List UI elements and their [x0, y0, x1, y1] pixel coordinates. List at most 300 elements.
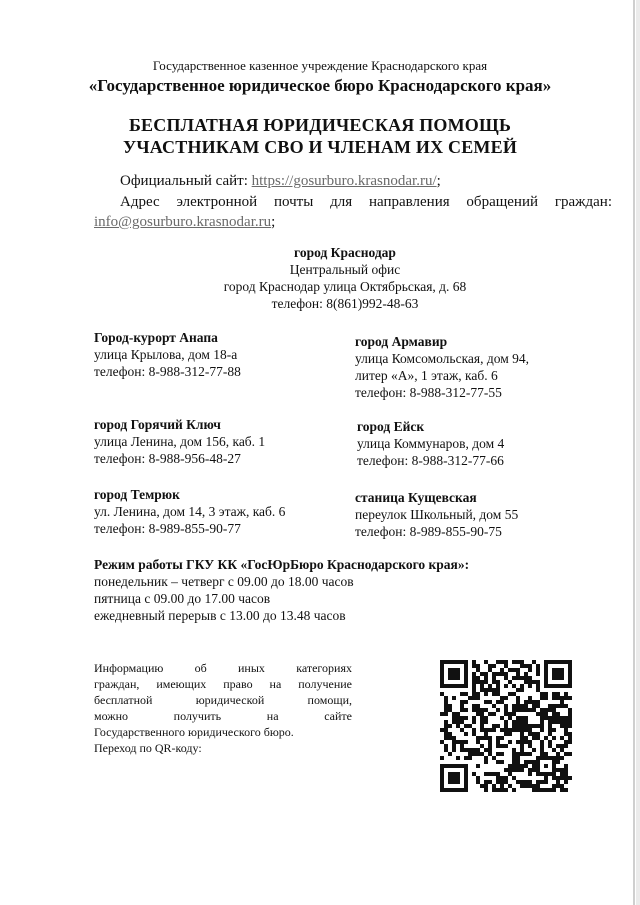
qr-module	[496, 700, 500, 704]
qr-module	[472, 728, 476, 732]
qr-module	[564, 764, 568, 768]
qr-module	[472, 708, 476, 712]
qr-module	[536, 768, 540, 772]
qr-module	[532, 660, 536, 664]
qr-module	[456, 740, 460, 744]
qr-module	[448, 752, 452, 756]
qr-module	[548, 660, 552, 664]
qr-module	[544, 780, 548, 784]
qr-module	[448, 780, 452, 784]
email-link[interactable]: info@gosurburo.krasnodar.ru	[94, 214, 272, 230]
qr-module	[440, 676, 444, 680]
qr-module	[464, 708, 468, 712]
qr-module	[492, 672, 496, 676]
qr-module	[544, 712, 548, 716]
qr-module	[500, 668, 504, 672]
qr-module	[536, 704, 540, 708]
qr-module	[488, 684, 492, 688]
qr-module	[520, 736, 524, 740]
qr-module	[552, 712, 556, 716]
qr-module	[504, 724, 508, 728]
qr-module	[528, 680, 532, 684]
qr-module	[496, 776, 500, 780]
qr-module	[568, 776, 572, 780]
qr-module	[504, 684, 508, 688]
qr-module	[560, 768, 564, 772]
qr-module	[508, 712, 512, 716]
qr-module	[552, 764, 556, 768]
qr-module	[552, 720, 556, 724]
qr-module	[552, 784, 556, 788]
office-city: город Армавир	[355, 334, 448, 349]
qr-module	[476, 776, 480, 780]
qr-module	[508, 668, 512, 672]
qr-module	[528, 664, 532, 668]
qr-module	[516, 688, 520, 692]
qr-module	[540, 748, 544, 752]
qr-module	[556, 776, 560, 780]
qr-module	[472, 752, 476, 756]
qr-module	[560, 724, 564, 728]
central-office-address: город Краснодар улица Октябрьская, д. 68	[223, 279, 467, 294]
qr-module	[544, 764, 548, 768]
qr-module	[512, 748, 516, 752]
qr-module	[456, 672, 460, 676]
qr-module	[548, 716, 552, 720]
qr-module	[552, 716, 556, 720]
working-hours-line: ежедневный перерыв с 13.00 до 13.48 часов	[94, 608, 346, 623]
qr-module	[468, 752, 472, 756]
qr-module	[520, 724, 524, 728]
office-phone: телефон: 8-988-956-48-27	[94, 451, 241, 466]
qr-module	[500, 776, 504, 780]
qr-module	[544, 676, 548, 680]
qr-module	[444, 736, 448, 740]
qr-module	[444, 732, 448, 736]
qr-module	[536, 672, 540, 676]
qr-module	[560, 756, 564, 760]
qr-module	[528, 700, 532, 704]
qr-module	[496, 736, 500, 740]
qr-module	[480, 728, 484, 732]
qr-module	[440, 776, 444, 780]
qr-module	[440, 784, 444, 788]
qr-module	[556, 704, 560, 708]
central-office-label: Центральный офис	[289, 262, 401, 277]
qr-module	[524, 676, 528, 680]
qr-module	[552, 660, 556, 664]
website-link[interactable]: https://gosurburo.krasnodar.ru/	[251, 173, 437, 189]
qr-module	[548, 740, 552, 744]
qr-module	[556, 672, 560, 676]
qr-module	[556, 668, 560, 672]
qr-module	[472, 664, 476, 668]
qr-module	[460, 660, 464, 664]
qr-module	[464, 776, 468, 780]
qr-module	[544, 668, 548, 672]
qr-module	[444, 720, 448, 724]
qr-module	[528, 724, 532, 728]
qr-module	[480, 708, 484, 712]
qr-module	[476, 712, 480, 716]
qr-module	[568, 752, 572, 756]
office-city: город Горячий Ключ	[94, 417, 221, 432]
qr-module	[484, 688, 488, 692]
office-address: переулок Школьный, дом 55	[355, 507, 519, 522]
qr-module	[508, 772, 512, 776]
info-line: Переход по QR-коду:	[94, 741, 202, 755]
qr-module	[492, 676, 496, 680]
qr-module	[452, 788, 456, 792]
institution-line: Государственное казенное учреждение Краснодарского края	[152, 58, 488, 73]
qr-module	[528, 780, 532, 784]
info-paragraph	[94, 660, 352, 756]
qr-module	[496, 684, 500, 688]
qr-module	[568, 712, 572, 716]
qr-module	[452, 684, 456, 688]
working-hours-line: пятница с 09.00 до 17.00 часов	[94, 591, 271, 606]
qr-module	[552, 708, 556, 712]
qr-module	[456, 780, 460, 784]
qr-module	[496, 692, 500, 696]
qr-module	[460, 788, 464, 792]
qr-module	[516, 700, 520, 704]
qr-module	[488, 748, 492, 752]
qr-module	[492, 724, 496, 728]
qr-module	[536, 712, 540, 716]
qr-module	[504, 696, 508, 700]
qr-module	[512, 776, 516, 780]
qr-module	[532, 748, 536, 752]
qr-module	[516, 720, 520, 724]
qr-module	[472, 688, 476, 692]
qr-module	[512, 708, 516, 712]
qr-module	[484, 788, 488, 792]
qr-module	[488, 688, 492, 692]
qr-module	[556, 684, 560, 688]
qr-module	[564, 696, 568, 700]
qr-module	[520, 752, 524, 756]
qr-module	[504, 672, 508, 676]
qr-module	[488, 664, 492, 668]
working-hours	[94, 556, 469, 624]
qr-module	[552, 736, 556, 740]
qr-module	[496, 688, 500, 692]
qr-module	[548, 744, 552, 748]
qr-module	[480, 712, 484, 716]
qr-module	[480, 684, 484, 688]
qr-module	[512, 692, 516, 696]
office-phone: телефон: 8-988-312-77-88	[94, 364, 241, 379]
qr-module	[484, 784, 488, 788]
qr-module	[448, 732, 452, 736]
qr-module	[492, 788, 496, 792]
qr-module	[492, 728, 496, 732]
qr-module	[444, 684, 448, 688]
info-line: бесплатной юридической помощи,	[94, 693, 352, 707]
qr-module	[512, 676, 516, 680]
qr-module	[524, 760, 528, 764]
qr-module	[492, 664, 496, 668]
qr-module	[452, 720, 456, 724]
qr-module	[452, 696, 456, 700]
qr-module	[548, 684, 552, 688]
qr-module	[536, 688, 540, 692]
qr-module	[532, 700, 536, 704]
qr-module	[528, 784, 532, 788]
qr-module	[520, 764, 524, 768]
qr-module	[536, 668, 540, 672]
working-hours-line: понедельник – четверг с 09.00 до 18.00 часов	[94, 574, 354, 589]
qr-module	[480, 680, 484, 684]
qr-module	[488, 780, 492, 784]
qr-module	[552, 772, 556, 776]
qr-module	[444, 660, 448, 664]
qr-module	[496, 740, 500, 744]
qr-module	[464, 716, 468, 720]
qr-module	[556, 712, 560, 716]
qr-module	[440, 712, 444, 716]
qr-module	[500, 760, 504, 764]
qr-module	[484, 676, 488, 680]
qr-module	[464, 672, 468, 676]
qr-module	[444, 696, 448, 700]
qr-module	[532, 760, 536, 764]
qr-module	[440, 772, 444, 776]
qr-module	[448, 704, 452, 708]
qr-module	[472, 732, 476, 736]
qr-module	[464, 660, 468, 664]
qr-module	[460, 684, 464, 688]
qr-module	[568, 716, 572, 720]
qr-module	[500, 752, 504, 756]
qr-module	[484, 772, 488, 776]
qr-module	[512, 704, 516, 708]
qr-module	[504, 728, 508, 732]
qr-module	[536, 784, 540, 788]
office-address: улица Ленина, дом 156, каб. 1	[94, 434, 266, 449]
title-line-1: БЕСПЛАТНАЯ ЮРИДИЧЕСКАЯ ПОМОЩЬ	[128, 115, 512, 135]
qr-module	[472, 772, 476, 776]
qr-module	[484, 680, 488, 684]
qr-module	[524, 724, 528, 728]
qr-module	[540, 756, 544, 760]
website-label: Официальный сайт:	[120, 173, 252, 189]
qr-module	[456, 684, 460, 688]
qr-module	[564, 780, 568, 784]
qr-module	[536, 664, 540, 668]
qr-module	[508, 768, 512, 772]
qr-module	[440, 780, 444, 784]
qr-module	[552, 788, 556, 792]
qr-module	[488, 740, 492, 744]
qr-module	[520, 660, 524, 664]
email-line	[94, 214, 275, 231]
qr-module	[440, 668, 444, 672]
qr-module	[480, 688, 484, 692]
qr-module	[528, 768, 532, 772]
qr-module	[516, 724, 520, 728]
qr-module	[488, 744, 492, 748]
qr-module	[528, 708, 532, 712]
qr-module	[568, 724, 572, 728]
qr-module	[460, 708, 464, 712]
qr-module	[492, 712, 496, 716]
title-line-2: УЧАСТНИКАМ СВО И ЧЛЕНАМ ИХ СЕМЕЙ	[122, 137, 518, 157]
qr-module	[524, 728, 528, 732]
qr-module	[536, 736, 540, 740]
qr-module	[552, 760, 556, 764]
qr-module	[448, 708, 452, 712]
qr-module	[520, 684, 524, 688]
qr-module	[476, 668, 480, 672]
qr-module	[464, 740, 468, 744]
qr-module	[452, 740, 456, 744]
qr-module	[500, 660, 504, 664]
qr-module	[500, 736, 504, 740]
qr-module	[524, 716, 528, 720]
qr-module	[536, 680, 540, 684]
qr-module	[456, 676, 460, 680]
qr-module	[460, 700, 464, 704]
qr-module	[536, 684, 540, 688]
qr-module	[540, 720, 544, 724]
qr-module	[452, 676, 456, 680]
qr-module	[556, 752, 560, 756]
qr-module	[512, 760, 516, 764]
qr-module	[508, 764, 512, 768]
qr-module	[476, 780, 480, 784]
qr-module	[536, 732, 540, 736]
qr-module	[492, 704, 496, 708]
qr-module	[536, 764, 540, 768]
qr-module	[452, 744, 456, 748]
office-city: город Ейск	[357, 419, 425, 434]
qr-module	[484, 660, 488, 664]
qr-module	[444, 700, 448, 704]
office-address: улица Крылова, дом 18-а	[94, 347, 238, 362]
qr-module	[516, 764, 520, 768]
qr-module	[464, 692, 468, 696]
qr-module	[544, 736, 548, 740]
qr-module	[520, 740, 524, 744]
qr-module	[500, 784, 504, 788]
qr-module	[496, 760, 500, 764]
qr-module	[496, 780, 500, 784]
qr-module	[560, 700, 564, 704]
qr-module	[552, 696, 556, 700]
central-office	[180, 244, 510, 312]
qr-module	[512, 756, 516, 760]
qr-module	[484, 720, 488, 724]
qr-module	[440, 756, 444, 760]
qr-module	[528, 772, 532, 776]
qr-module	[472, 692, 476, 696]
qr-module	[548, 772, 552, 776]
qr-module	[564, 660, 568, 664]
qr-module	[508, 732, 512, 736]
qr-module	[524, 672, 528, 676]
qr-module	[484, 780, 488, 784]
qr-module	[472, 720, 476, 724]
qr-module	[564, 692, 568, 696]
qr-module	[448, 684, 452, 688]
qr-module	[560, 736, 564, 740]
qr-module	[532, 768, 536, 772]
qr-module	[556, 784, 560, 788]
qr-module	[540, 744, 544, 748]
qr-module	[464, 756, 468, 760]
qr-module	[556, 696, 560, 700]
qr-module	[552, 676, 556, 680]
qr-module	[488, 712, 492, 716]
qr-module	[512, 724, 516, 728]
qr-module	[544, 716, 548, 720]
qr-module	[540, 716, 544, 720]
qr-module	[456, 764, 460, 768]
qr-module	[524, 784, 528, 788]
qr-module	[520, 732, 524, 736]
qr-module	[468, 724, 472, 728]
qr-module	[516, 768, 520, 772]
qr-module	[552, 692, 556, 696]
qr-module	[448, 776, 452, 780]
qr-module	[440, 740, 444, 744]
qr-module	[556, 660, 560, 664]
qr-module	[540, 788, 544, 792]
office-temryuk	[94, 486, 285, 537]
qr-module	[440, 788, 444, 792]
qr-module	[484, 692, 488, 696]
qr-module	[560, 684, 564, 688]
qr-module	[504, 660, 508, 664]
qr-module	[512, 768, 516, 772]
qr-module	[464, 764, 468, 768]
qr-module	[564, 684, 568, 688]
qr-module	[532, 736, 536, 740]
qr-module	[484, 700, 488, 704]
qr-module	[476, 736, 480, 740]
qr-module	[512, 668, 516, 672]
qr-module	[540, 712, 544, 716]
qr-module	[448, 736, 452, 740]
qr-module	[476, 692, 480, 696]
qr-module	[536, 788, 540, 792]
qr-module	[540, 724, 544, 728]
qr-module	[472, 696, 476, 700]
qr-code-icon[interactable]	[440, 660, 572, 792]
qr-module	[532, 788, 536, 792]
qr-module	[520, 768, 524, 772]
qr-module	[452, 672, 456, 676]
office-address-2: литер «А», 1 этаж, каб. 6	[355, 368, 498, 383]
qr-module	[540, 728, 544, 732]
qr-module	[524, 664, 528, 668]
qr-module	[520, 748, 524, 752]
qr-module	[536, 724, 540, 728]
qr-module	[484, 716, 488, 720]
qr-module	[452, 660, 456, 664]
qr-module	[560, 784, 564, 788]
qr-module	[516, 708, 520, 712]
qr-module	[500, 728, 504, 732]
qr-module	[484, 672, 488, 676]
qr-module	[440, 684, 444, 688]
qr-module	[560, 668, 564, 672]
qr-module	[440, 672, 444, 676]
qr-module	[440, 768, 444, 772]
qr-module	[516, 728, 520, 732]
